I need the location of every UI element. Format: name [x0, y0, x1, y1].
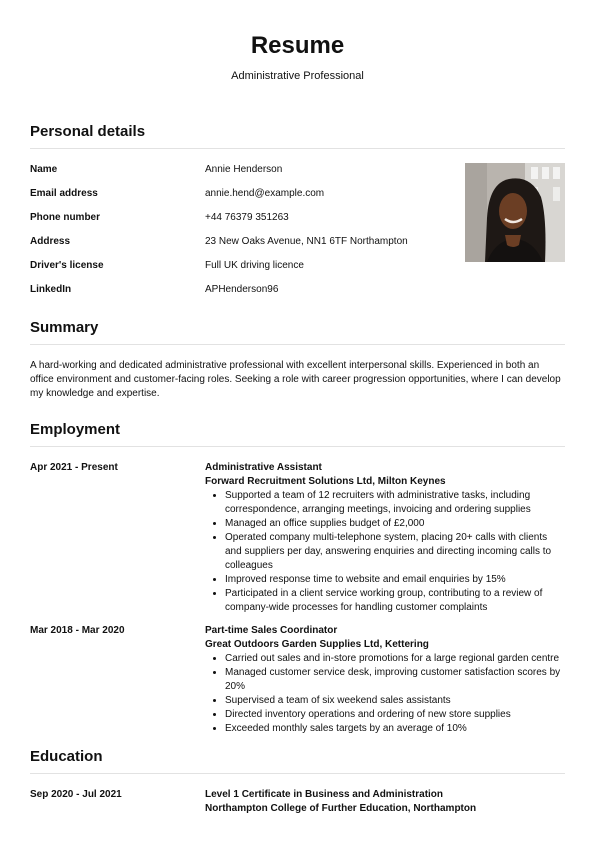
detail-label: Driver's license [30, 260, 104, 271]
summary-text: A hard-working and dedicated administrative professional with excellent interpersonal skills. Experienced in both an office environment and customer-facing roles. Seeking a role with career progression opportunities, where I can develop my knowledge and expertise. [30, 360, 561, 399]
page-title: Resume [250, 32, 345, 59]
list-item: • Directed inventory operations and ordering of new store supplies [225, 708, 565, 722]
section-heading-summary: Summary [30, 319, 99, 336]
job-title: Administrative Assistant [205, 462, 322, 473]
list-item: • Supported a team of 12 recruiters with administrative tasks, including correspondence, arranging meetings, invoicing and ordering supplies [225, 489, 565, 517]
detail-label: Name [30, 164, 58, 175]
detail-value: 23 New Oaks Avenue, NN1 6TF Northampton [205, 236, 408, 247]
section-divider [30, 773, 565, 774]
detail-label: Address [30, 236, 71, 247]
section-heading-personal: Personal details [30, 123, 146, 140]
job-entry [30, 624, 565, 736]
resume-header [30, 0, 565, 83]
job-responsibilities [205, 652, 565, 736]
personal-details-list [30, 163, 565, 307]
employment-section [30, 421, 565, 736]
job-entry [30, 461, 565, 615]
list-item: • Managed an office supplies budget of £2,000 [225, 517, 565, 531]
profile-photo [465, 163, 565, 262]
detail-row-drivers-license [30, 259, 565, 283]
education-institution: Northampton College of Further Education, Northampton [205, 803, 477, 814]
job-responsibilities [205, 489, 565, 615]
list-item: • Participated in a client service working group, contributing to a review of company-wide processes for handling customer complaints [225, 587, 565, 615]
detail-value: +44 76379 351263 [205, 212, 289, 223]
summary-section [30, 319, 565, 401]
page-subtitle: Administrative Professional [231, 70, 364, 82]
education-details [205, 788, 565, 816]
detail-label: Phone number [30, 212, 101, 223]
detail-value: APHenderson96 [205, 284, 279, 295]
list-item: • Operated company multi-telephone system, placing 20+ calls with clients and suppliers per day, answering enquiries and directing incoming calls to colleagues [225, 531, 565, 573]
job-employer: Great Outdoors Garden Supplies Ltd, Kettering [205, 639, 429, 650]
job-dates: Apr 2021 - Present [30, 462, 118, 473]
list-item: • Managed customer service desk, improving customer satisfaction scores by 20% [225, 666, 565, 694]
detail-label: Email address [30, 188, 98, 199]
job-details [205, 624, 565, 736]
section-heading-employment: Employment [30, 421, 121, 438]
detail-row-linkedin [30, 283, 565, 307]
job-title: Part-time Sales Coordinator [205, 625, 338, 636]
detail-label: LinkedIn [30, 284, 72, 295]
education-qualification: Level 1 Certificate in Business and Administration [205, 789, 444, 800]
section-divider [30, 446, 565, 447]
education-entry [30, 788, 565, 816]
job-employer: Forward Recruitment Solutions Ltd, Milton Keynes [205, 476, 446, 487]
job-details [205, 461, 565, 615]
education-dates: Sep 2020 - Jul 2021 [30, 789, 122, 800]
job-dates: Mar 2018 - Mar 2020 [30, 625, 125, 636]
education-section [30, 748, 565, 816]
detail-value: annie.hend@example.com [205, 188, 325, 199]
section-divider [30, 148, 565, 149]
detail-value: Annie Henderson [205, 164, 283, 175]
list-item: • Exceeded monthly sales targets by an average of 10% [225, 722, 565, 736]
detail-value: Full UK driving licence [205, 260, 304, 271]
personal-details-section [30, 123, 565, 307]
section-heading-education: Education [30, 748, 103, 765]
list-item: • Supervised a team of six weekend sales assistants [225, 694, 565, 708]
list-item: • Improved response time to website and email enquiries by 15% [225, 573, 565, 587]
section-divider [30, 344, 565, 345]
list-item: • Carried out sales and in-store promotions for a large regional garden centre [225, 652, 565, 666]
